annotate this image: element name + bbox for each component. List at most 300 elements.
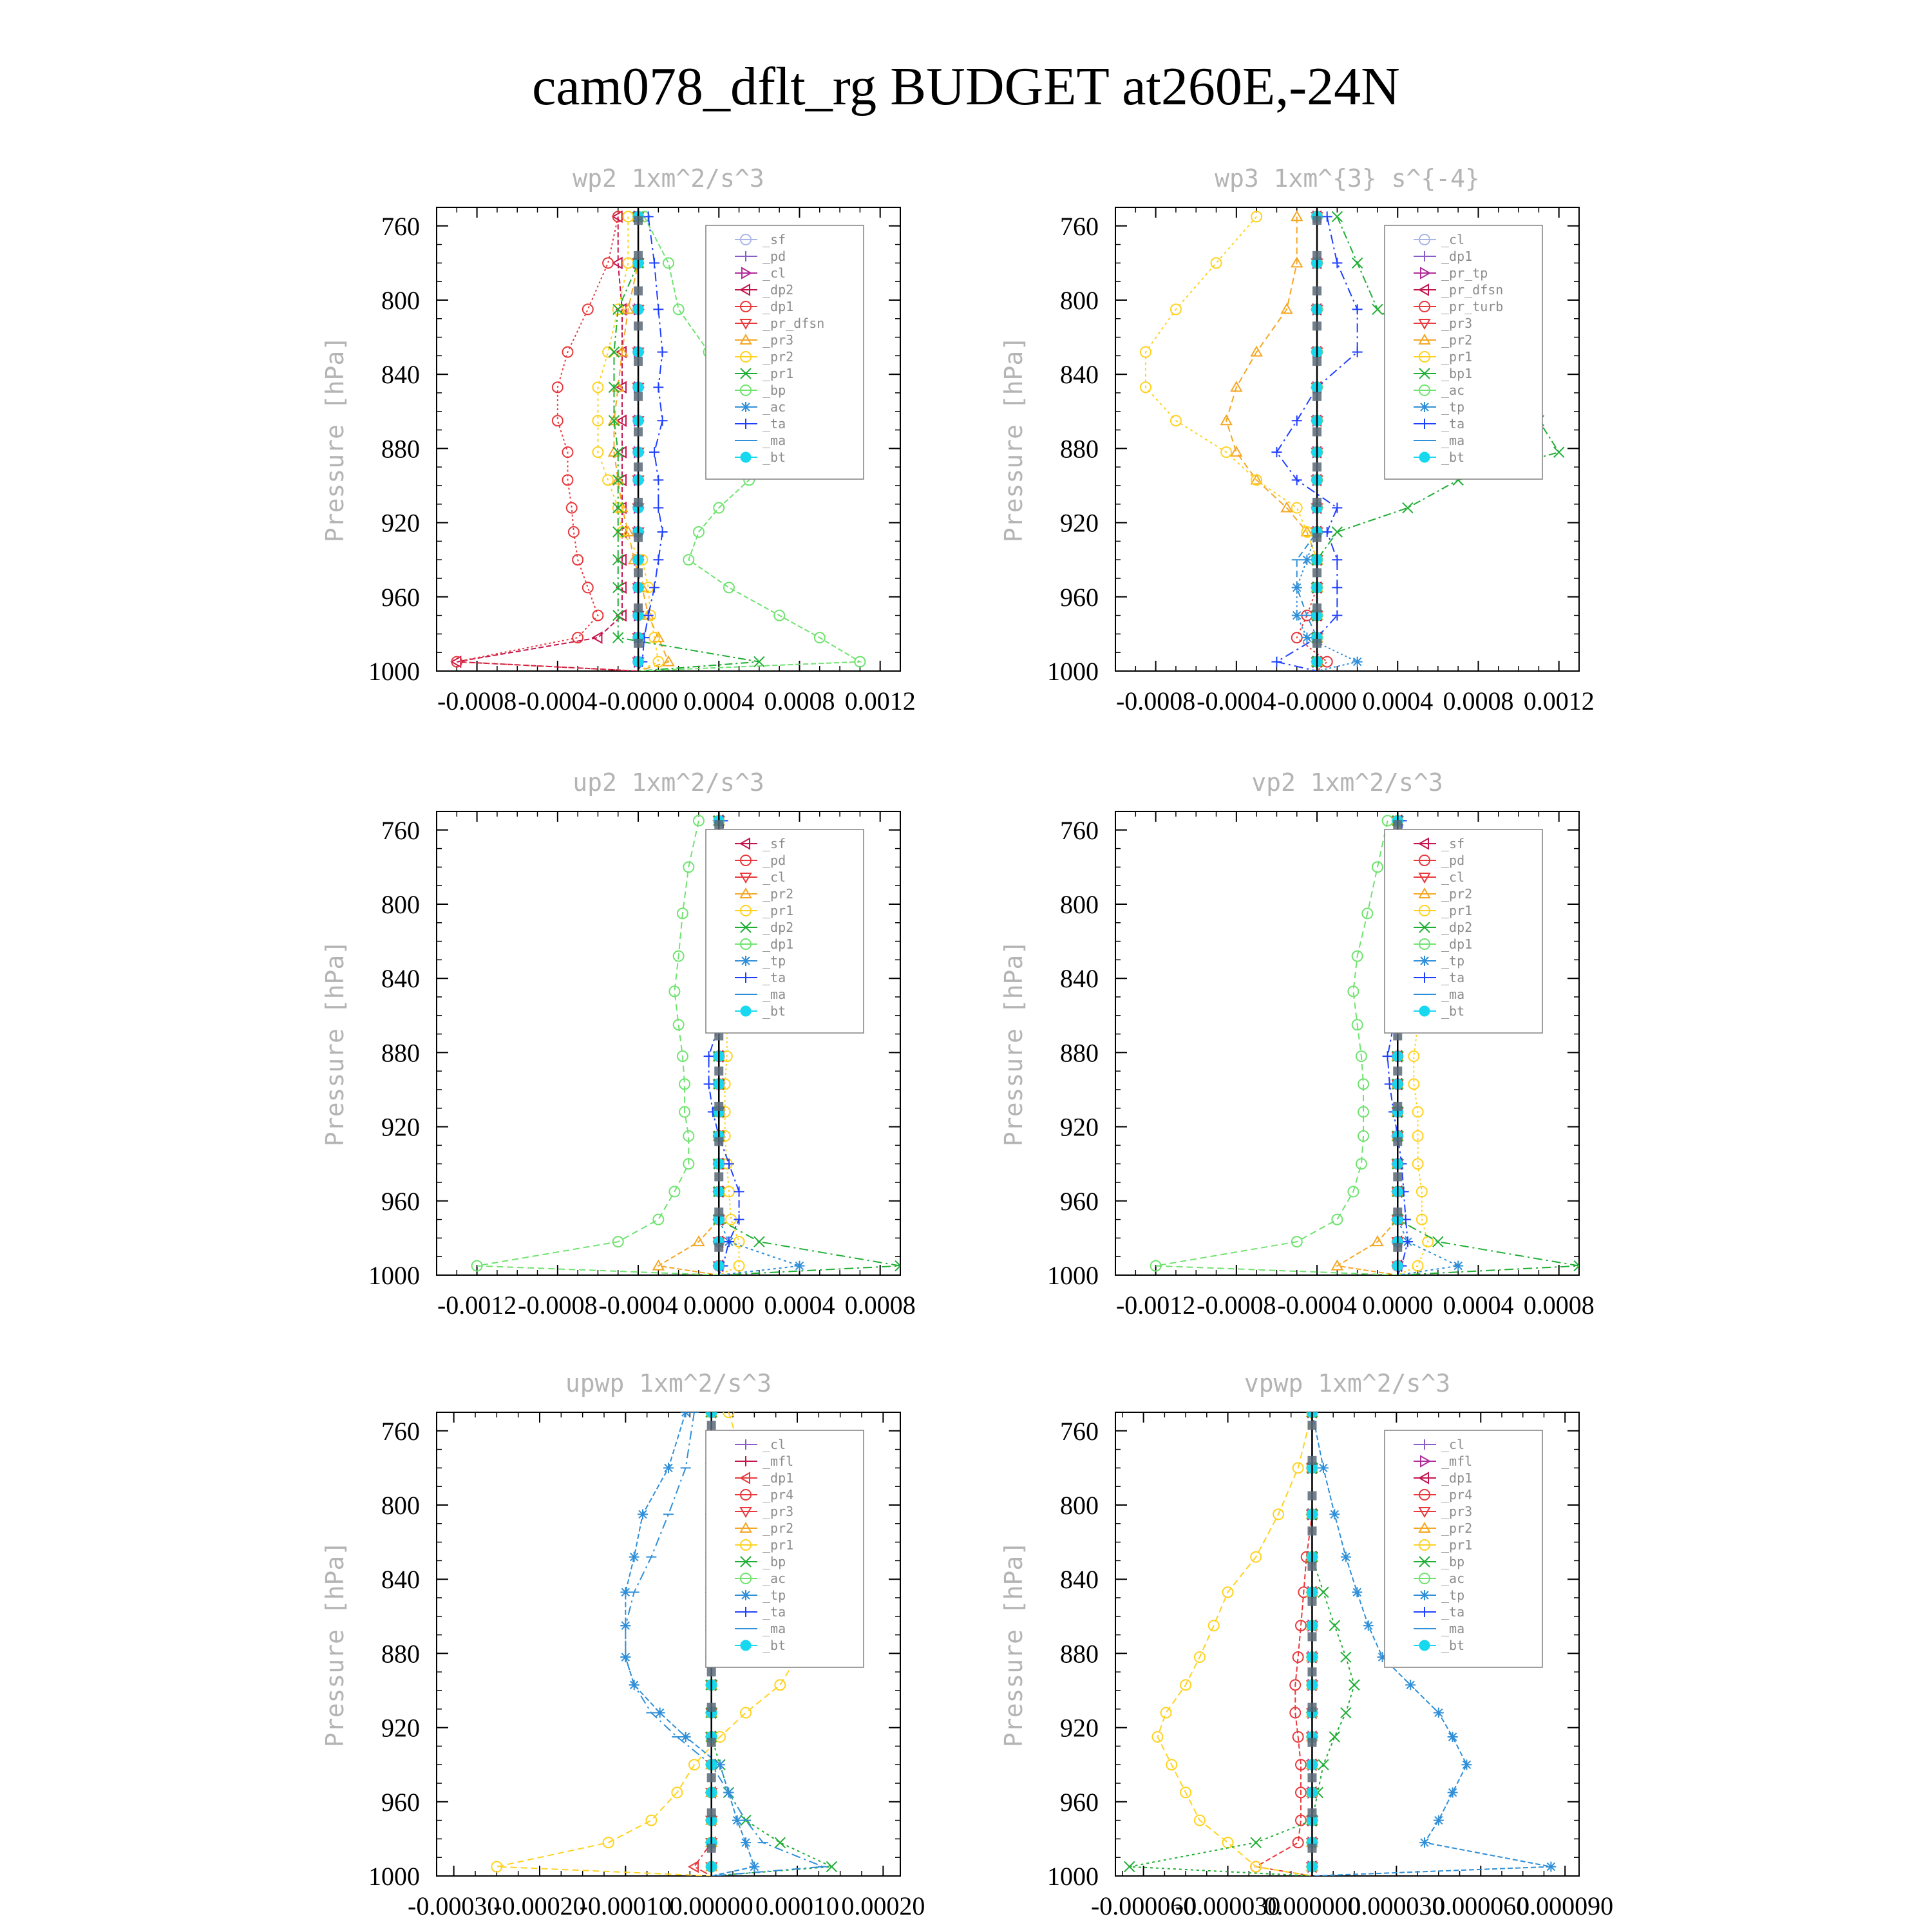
x-tick-label: 0.000000 xyxy=(1264,1891,1361,1920)
legend-label: _ma xyxy=(762,433,786,448)
data-point-tp xyxy=(653,304,663,314)
data-point-ta xyxy=(1332,582,1342,592)
series-line-ma xyxy=(1297,216,1317,671)
legend-label: _pr2 xyxy=(1441,886,1473,902)
bt-marker xyxy=(1307,1562,1316,1571)
legend-label: _cl xyxy=(762,1437,786,1452)
bt-marker xyxy=(634,568,643,577)
legend-label: _ma xyxy=(762,987,786,1002)
legend-label: _cl xyxy=(762,265,786,281)
y-tick-label: 960 xyxy=(1060,1787,1099,1817)
bt-marker xyxy=(1307,1597,1316,1606)
bt-marker xyxy=(634,321,643,330)
data-point-pr2 xyxy=(1231,447,1242,456)
data-point-pr1 xyxy=(646,1815,656,1826)
legend-marker xyxy=(741,1640,751,1651)
legend-label: _cl xyxy=(762,869,786,885)
y-tick-label: 880 xyxy=(1060,1038,1099,1068)
x-tick-label: -0.0008 xyxy=(437,687,517,715)
y-tick-label: 840 xyxy=(1060,360,1099,390)
legend-label: _pr1 xyxy=(762,903,794,918)
legend-marker xyxy=(741,452,751,462)
bt-marker xyxy=(1307,1492,1316,1501)
x-tick-label: -0.0004 xyxy=(1197,687,1276,715)
data-point-tp xyxy=(658,347,668,357)
data-point-bp1 xyxy=(1372,304,1383,314)
legend-label: _pr2 xyxy=(762,886,794,902)
bt-marker xyxy=(1307,1456,1316,1465)
x-tick-label: -0.0004 xyxy=(518,687,598,715)
x-tick-label: 0.0004 xyxy=(1362,687,1434,715)
y-axis-label: Pressure [hPa] xyxy=(999,1540,1028,1748)
data-point-tp xyxy=(1405,1680,1416,1690)
legend-label: _ma xyxy=(1441,433,1465,448)
legend-label: _ta xyxy=(1441,1604,1465,1620)
bt-marker xyxy=(707,1703,716,1712)
legend-label: _dp1 xyxy=(1441,249,1473,264)
y-tick-label: 1000 xyxy=(368,657,420,686)
bt-marker xyxy=(1307,1738,1316,1747)
bt-marker xyxy=(714,1066,723,1075)
y-tick-label: 920 xyxy=(381,1713,420,1743)
legend-marker xyxy=(741,956,751,966)
bt-marker xyxy=(1307,1632,1316,1641)
panel-title: vpwp 1xm^2/s^3 xyxy=(1244,1369,1451,1397)
legend-label: _tp xyxy=(1441,399,1465,415)
bt-marker xyxy=(1312,533,1321,542)
y-tick-label: 1000 xyxy=(368,1862,420,1891)
legend-label: _bp xyxy=(762,383,786,398)
data-point-tp xyxy=(1448,1732,1458,1742)
bt-marker xyxy=(634,639,643,648)
legend-label: _pd xyxy=(762,249,786,264)
y-tick-label: 920 xyxy=(381,508,420,538)
data-point-bp xyxy=(1329,1620,1340,1631)
legend-label: _sf xyxy=(1441,836,1465,851)
legend-label: _bt xyxy=(1441,1003,1465,1019)
legend xyxy=(706,829,864,1033)
y-tick-label: 880 xyxy=(1060,434,1099,464)
panel-title: up2 1xm^2/s^3 xyxy=(573,768,764,797)
data-point-ta xyxy=(1271,447,1282,457)
x-tick-label: 0.00000 xyxy=(669,1891,753,1920)
legend-label: _dp1 xyxy=(762,936,794,952)
legend-marker xyxy=(1419,956,1430,966)
data-point-bp1 xyxy=(1332,211,1342,222)
data-point-bp1 xyxy=(1352,258,1363,268)
y-tick-label: 800 xyxy=(1060,890,1099,919)
legend xyxy=(706,1430,864,1667)
y-tick-label: 960 xyxy=(381,1186,420,1216)
data-point-pr_turb xyxy=(1322,657,1332,667)
data-point-bp xyxy=(1318,1587,1329,1597)
bt-marker xyxy=(1312,357,1321,366)
data-point-bp xyxy=(663,258,674,268)
bt-marker xyxy=(1307,1703,1316,1712)
bt-marker xyxy=(1393,820,1402,829)
data-point-pr1 xyxy=(1292,503,1302,513)
data-point-pr1 xyxy=(1161,1708,1171,1718)
legend-label: _ac xyxy=(1441,383,1465,398)
bt-marker xyxy=(714,1102,723,1111)
series-line-dp1 xyxy=(457,216,638,671)
data-point-tp xyxy=(749,1862,759,1872)
legend-label: _pr1 xyxy=(762,1537,794,1553)
data-point-tp xyxy=(1318,1463,1329,1473)
data-point-pr1 xyxy=(734,1236,744,1247)
data-point-ta xyxy=(1292,475,1302,485)
legend-label: _pr4 xyxy=(1441,1487,1473,1502)
data-point-tp xyxy=(649,258,659,268)
y-tick-label: 960 xyxy=(1060,1186,1099,1216)
y-axis-label: Pressure [hPa] xyxy=(999,940,1028,1147)
data-point-ta xyxy=(1322,527,1332,537)
legend-label: _pr_tp xyxy=(1441,265,1488,281)
data-point-bp xyxy=(1329,1732,1340,1742)
bt-marker xyxy=(1393,1102,1402,1111)
x-tick-label: -0.0012 xyxy=(437,1291,517,1320)
bt-marker xyxy=(1312,392,1321,401)
y-tick-label: 760 xyxy=(381,211,420,241)
data-point-ta xyxy=(1292,415,1302,426)
data-point-bp xyxy=(1341,1652,1351,1662)
panel-title: wp2 1xm^2/s^3 xyxy=(573,164,764,193)
y-axis-label: Pressure [hPa] xyxy=(321,940,349,1147)
legend-label: _dp1 xyxy=(762,299,794,314)
data-point-bp1 xyxy=(1403,503,1413,513)
bt-marker xyxy=(1393,1137,1402,1146)
data-point-tp xyxy=(1546,1862,1556,1872)
legend-label: _bt xyxy=(762,450,786,465)
data-point-tp xyxy=(1292,611,1302,621)
data-point-pr2 xyxy=(603,347,613,357)
data-point-tp xyxy=(649,447,659,457)
data-point-tp xyxy=(653,503,663,513)
legend xyxy=(1385,829,1542,1033)
y-tick-label: 960 xyxy=(381,582,420,612)
legend-label: _ac xyxy=(762,1571,786,1586)
data-point-ta xyxy=(704,1051,714,1061)
bt-marker xyxy=(1307,1421,1316,1430)
bt-marker xyxy=(1307,1667,1316,1676)
y-tick-label: 920 xyxy=(381,1112,420,1142)
y-tick-label: 760 xyxy=(381,815,420,845)
series-line-dp1 xyxy=(1156,820,1398,1275)
series-line-pr1 xyxy=(1146,216,1317,671)
legend-marker xyxy=(1419,452,1430,462)
bt-marker xyxy=(1312,498,1321,507)
x-tick-label: 0.000060 xyxy=(1432,1891,1530,1920)
data-point-bp xyxy=(1349,1680,1359,1690)
y-tick-label: 920 xyxy=(1060,1713,1099,1743)
x-tick-label: -0.0008 xyxy=(1197,1291,1276,1320)
bt-marker xyxy=(634,603,643,612)
legend-label: _pr1 xyxy=(1441,903,1473,918)
bt-marker xyxy=(707,1808,716,1817)
legend-label: _mfl xyxy=(1441,1454,1473,1469)
bt-marker xyxy=(1393,1208,1402,1217)
data-point-ta xyxy=(1332,554,1342,565)
panel-6 xyxy=(999,1369,1613,1920)
data-point-ta xyxy=(1332,258,1342,268)
y-tick-label: 840 xyxy=(1060,964,1099,994)
data-point-ta xyxy=(704,1079,714,1089)
bt-marker xyxy=(634,498,643,507)
data-point-ta xyxy=(1322,211,1332,222)
legend-label: _bt xyxy=(762,1003,786,1019)
bt-marker xyxy=(1312,603,1321,612)
bt-marker xyxy=(1312,639,1321,648)
y-tick-label: 840 xyxy=(381,964,420,994)
y-tick-label: 880 xyxy=(381,434,420,464)
legend-label: _pr3 xyxy=(762,332,794,348)
data-point-dp1 xyxy=(653,1215,663,1225)
x-tick-label: 0.0004 xyxy=(683,687,755,715)
legend-label: _bp1 xyxy=(1441,366,1473,381)
x-tick-label: 0.0008 xyxy=(1443,687,1514,715)
data-point-ta xyxy=(1352,304,1363,314)
data-point-tp xyxy=(653,382,663,392)
legend-label: _pr1 xyxy=(762,366,794,381)
panel-4 xyxy=(999,768,1595,1320)
legend-label: _sf xyxy=(762,232,786,247)
legend-label: _pr2 xyxy=(1441,1520,1473,1536)
legend-label: _bp xyxy=(1441,1554,1465,1569)
legend xyxy=(1385,225,1542,479)
data-point-tp xyxy=(1453,1261,1463,1271)
bt-marker xyxy=(634,251,643,260)
legend-label: _dp2 xyxy=(762,920,794,935)
y-tick-label: 1000 xyxy=(368,1261,420,1290)
legend-label: _ta xyxy=(762,416,786,431)
data-point-tp xyxy=(653,475,663,485)
legend-marker xyxy=(741,1006,751,1016)
legend-label: _pr_turb xyxy=(1441,299,1504,314)
panel-2 xyxy=(999,164,1595,715)
data-point-tp xyxy=(658,415,668,426)
data-point-tp xyxy=(1352,657,1363,667)
legend-label: _bt xyxy=(1441,450,1465,465)
data-point-ta xyxy=(1332,503,1342,513)
series-line-pr2 xyxy=(1226,216,1317,671)
x-tick-label: 0.0008 xyxy=(1523,1291,1595,1320)
data-point-pr1 xyxy=(1413,1159,1423,1169)
legend-marker xyxy=(1419,1006,1430,1016)
y-tick-label: 840 xyxy=(381,1565,420,1595)
data-point-tp xyxy=(1352,1587,1362,1597)
x-tick-label: 0.0004 xyxy=(1443,1291,1514,1320)
legend-label: _pd xyxy=(762,853,786,868)
legend-marker xyxy=(741,1590,751,1600)
x-tick-label: -0.000060 xyxy=(1090,1891,1197,1920)
y-tick-label: 960 xyxy=(1060,582,1099,612)
legend-label: _pr3 xyxy=(762,1504,794,1519)
panel-title: wp3 1xm^{3} s^{-4} xyxy=(1215,164,1480,193)
x-tick-label: -0.0012 xyxy=(1115,1291,1196,1320)
legend-label: _ma xyxy=(1441,1621,1465,1636)
series-line-pr_turb xyxy=(1297,216,1327,671)
bt-marker xyxy=(1307,1808,1316,1817)
data-point-tp xyxy=(1302,554,1312,565)
legend-marker xyxy=(1419,1590,1430,1600)
data-point-pr1 xyxy=(741,1708,751,1718)
data-point-tp xyxy=(1419,1837,1430,1848)
legend-label: _pr_dfsn xyxy=(762,316,825,331)
legend-label: _ta xyxy=(762,970,786,985)
y-tick-label: 920 xyxy=(1060,1112,1099,1142)
y-tick-label: 880 xyxy=(381,1038,420,1068)
bt-marker xyxy=(1312,462,1321,471)
data-point-tp xyxy=(649,582,659,592)
legend-label: _bt xyxy=(762,1638,786,1653)
y-tick-label: 760 xyxy=(1060,1416,1099,1446)
data-point-tp xyxy=(629,1552,639,1562)
series-line-tp xyxy=(1297,216,1358,671)
legend-label: _bt xyxy=(1441,1638,1465,1653)
legend-marker xyxy=(1419,402,1430,412)
x-tick-label: 0.000030 xyxy=(1348,1891,1445,1920)
data-point-pr1 xyxy=(1223,1837,1233,1848)
bt-marker xyxy=(634,357,643,366)
bt-marker xyxy=(714,1137,723,1146)
bt-marker xyxy=(1393,1172,1402,1181)
data-point-bp1 xyxy=(1332,527,1342,537)
data-point-dp1 xyxy=(583,582,593,592)
data-point-ta xyxy=(724,1159,734,1169)
x-tick-label: 0.0000 xyxy=(1362,1291,1434,1320)
x-tick-label: 0.000090 xyxy=(1517,1891,1614,1920)
legend-label: _tp xyxy=(1441,1587,1465,1603)
x-tick-label: 0.0008 xyxy=(764,687,835,715)
data-point-ta xyxy=(1352,347,1363,357)
y-tick-label: 1000 xyxy=(1047,1862,1099,1891)
bt-marker xyxy=(634,287,643,296)
legend-marker xyxy=(1419,1640,1430,1651)
legend-label: _tp xyxy=(762,953,786,969)
data-point-tp xyxy=(653,554,663,565)
legend-label: _pr2 xyxy=(762,1520,794,1536)
data-point-tp xyxy=(1341,1552,1351,1562)
legend-label: _ac xyxy=(762,399,786,415)
legend-label: _ac xyxy=(1441,1571,1465,1586)
x-tick-label: 0.0008 xyxy=(844,1291,916,1320)
data-point-tp xyxy=(643,211,654,222)
legend-label: _pr2 xyxy=(762,349,794,365)
data-point-tp xyxy=(1329,1509,1340,1519)
data-point-dp1 xyxy=(1332,1215,1342,1225)
bt-marker xyxy=(714,820,723,829)
legend-label: _ta xyxy=(762,1604,786,1620)
bt-marker xyxy=(634,462,643,471)
data-point-ta xyxy=(734,1186,744,1197)
x-tick-label: 0.00010 xyxy=(755,1891,839,1920)
series-line-pr1 xyxy=(1157,1412,1312,1876)
data-point-bp xyxy=(1318,1759,1329,1770)
y-tick-label: 800 xyxy=(381,890,420,919)
bt-marker xyxy=(707,1844,716,1853)
x-tick-label: -0.0008 xyxy=(518,1291,598,1320)
legend-label: _sf xyxy=(762,836,786,851)
x-tick-label: -0.0000 xyxy=(598,687,678,715)
y-tick-label: 800 xyxy=(1060,1491,1099,1520)
legend-marker xyxy=(741,402,751,412)
bt-marker xyxy=(1312,321,1321,330)
x-tick-label: -0.00030 xyxy=(408,1891,500,1920)
legend-label: _ta xyxy=(1441,970,1465,985)
bt-marker xyxy=(634,216,643,225)
data-point-pr1 xyxy=(775,1680,785,1690)
legend xyxy=(1385,1430,1542,1667)
legend-label: _dp1 xyxy=(762,1470,794,1486)
data-point-bp xyxy=(775,1837,785,1848)
legend-label: _ta xyxy=(1441,416,1465,431)
x-tick-label: 0.0004 xyxy=(764,1291,835,1320)
y-tick-label: 800 xyxy=(381,1491,420,1520)
data-point-tp xyxy=(1434,1815,1444,1826)
legend xyxy=(706,225,864,479)
bt-marker xyxy=(1307,1526,1316,1535)
legend-label: _bp xyxy=(762,1554,786,1569)
y-tick-label: 920 xyxy=(1060,508,1099,538)
legend-label: _dp2 xyxy=(1441,920,1473,935)
bt-marker xyxy=(1312,251,1321,260)
data-point-bp1 xyxy=(1554,447,1564,457)
x-tick-label: 0.0000 xyxy=(683,1291,755,1320)
data-point-tp xyxy=(663,1463,674,1473)
data-point-tp xyxy=(1302,632,1312,643)
legend-label: _pd xyxy=(1441,853,1465,868)
legend-label: _tp xyxy=(1441,953,1465,969)
legend-label: _pr1 xyxy=(1441,1537,1473,1553)
legend-label: _dp1 xyxy=(1441,1470,1473,1486)
x-tick-label: 0.00020 xyxy=(841,1891,925,1920)
data-point-bp xyxy=(674,304,684,314)
series-line-bp xyxy=(1130,1412,1354,1876)
data-point-dp1 xyxy=(603,258,613,268)
bt-marker xyxy=(707,1738,716,1747)
y-tick-label: 1000 xyxy=(1047,657,1099,686)
y-axis-label: Pressure [hPa] xyxy=(321,1540,349,1748)
x-tick-label: -0.00020 xyxy=(493,1891,586,1920)
bt-marker xyxy=(714,1243,723,1252)
x-tick-label: 0.0012 xyxy=(1523,687,1595,715)
series-line-tp xyxy=(638,216,663,671)
legend-label: _pr3 xyxy=(1441,1504,1473,1519)
data-point-tp xyxy=(658,527,668,537)
data-point-tp xyxy=(1461,1759,1472,1770)
legend-label: _dp2 xyxy=(762,282,794,298)
x-tick-label: 0.0012 xyxy=(844,687,916,715)
legend-label: _cl xyxy=(1441,232,1465,247)
bt-marker xyxy=(707,1667,716,1676)
data-point-tp xyxy=(1448,1787,1458,1797)
panel-title: upwp 1xm^2/s^3 xyxy=(565,1369,772,1397)
legend-label: _pr_dfsn xyxy=(1441,282,1504,298)
y-axis-label: Pressure [hPa] xyxy=(999,336,1028,543)
bt-marker xyxy=(1312,427,1321,436)
data-point-tp xyxy=(1434,1708,1444,1718)
x-tick-label: -0.0008 xyxy=(1115,687,1196,715)
bt-marker xyxy=(1393,1243,1402,1252)
series-line-pr4 xyxy=(1256,1412,1312,1876)
legend-label: _pr3 xyxy=(1441,316,1473,331)
data-point-bp xyxy=(724,582,734,592)
bt-marker xyxy=(634,427,643,436)
data-point-tp xyxy=(638,1509,648,1519)
bt-marker xyxy=(634,392,643,401)
x-tick-label: -0.0004 xyxy=(1277,1291,1357,1320)
panel-3 xyxy=(321,768,916,1320)
